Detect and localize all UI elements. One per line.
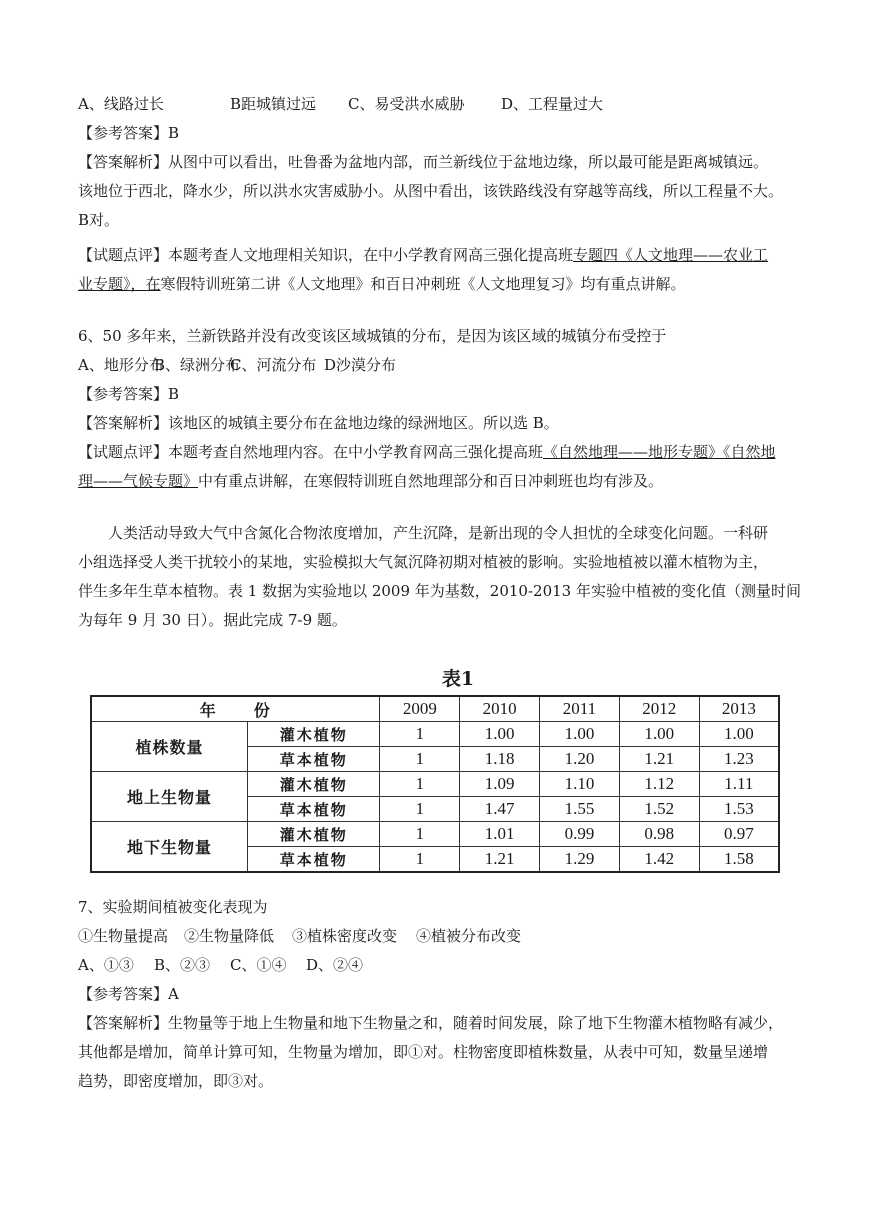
- q7-option-d: D、②④: [306, 956, 364, 974]
- q6-comment-line-2: [78, 467, 794, 496]
- q6-option-b: B、绿洲分布: [154, 356, 241, 374]
- value-cell: 0.99: [540, 822, 620, 847]
- table-header-label: 年 份: [91, 696, 380, 722]
- passage-line-3: 伴生多年生草本植物。表 1 数据为实验地以 2009 年为基数，2010-2013 年实验中植被的变化值（测量时间: [78, 582, 801, 600]
- q5-comment-line-2: [78, 270, 794, 299]
- q5-comment-course-link-1[interactable]: 专题四《人文地理——农业工: [573, 246, 769, 264]
- value-cell: 1.18: [460, 747, 540, 772]
- q5-comment-course-link-2[interactable]: 业专题》，在: [78, 275, 161, 293]
- q6-option-d: D沙漠分布: [324, 356, 397, 374]
- group-label: 植株数量: [91, 722, 247, 772]
- plant-type-label: 草本植物: [247, 797, 380, 822]
- year-cell: 2012: [619, 696, 699, 722]
- value-cell: 1: [380, 822, 460, 847]
- table-row: [91, 822, 779, 847]
- value-cell: 0.97: [699, 822, 779, 847]
- q7-statement-2: ②生物量降低: [184, 927, 275, 945]
- table-row: [91, 772, 779, 797]
- q5-options: [78, 90, 794, 119]
- q5-analysis-line-2: 该地位于西北，降水少，所以洪水灾害威胁小。从图中看出，该铁路线没有穿越等高线，所以工程量不大。: [78, 182, 784, 200]
- value-cell: 1: [380, 797, 460, 822]
- q6-option-c: C、河流分布: [230, 356, 317, 374]
- value-cell: 1.01: [460, 822, 540, 847]
- plant-type-label: 灌木植物: [247, 722, 380, 747]
- q7-statement-3: ③植株密度改变: [292, 927, 398, 945]
- q6-comment-text: 【试题点评】本题考查自然地理内容。在中小学教育网高三强化提高班: [78, 443, 544, 461]
- q6-option-a: A、地形分布: [78, 356, 164, 374]
- q7-answer: 【参考答案】A: [78, 985, 179, 1003]
- value-cell: 1.23: [699, 747, 779, 772]
- table-header-row: [91, 696, 779, 722]
- value-cell: 1.53: [699, 797, 779, 822]
- value-cell: 1.47: [460, 797, 540, 822]
- vegetation-change-table: [90, 695, 780, 873]
- q7-analysis-line-3: 趋势，即密度增加，即③对。: [78, 1072, 274, 1090]
- value-cell: 1.00: [540, 722, 620, 747]
- q7-option-b: B、②③: [154, 956, 211, 974]
- value-cell: 1.10: [540, 772, 620, 797]
- q6-answer: 【参考答案】B: [78, 385, 180, 403]
- plant-type-label: 草本植物: [247, 747, 380, 772]
- year-cell: 2009: [380, 696, 460, 722]
- q7-statement-1: ①生物量提高: [78, 927, 169, 945]
- q6-comment-line-1: [78, 438, 794, 467]
- plant-type-label: 灌木植物: [247, 772, 380, 797]
- q6-analysis: 【答案解析】该地区的城镇主要分布在盆地边缘的绿洲地区。所以选 B。: [78, 414, 559, 432]
- value-cell: 1.20: [540, 747, 620, 772]
- q7-analysis-line-1: 【答案解析】生物量等于地上生物量和地下生物量之和，随着时间发展，除了地下生物灌木植物略有减少，: [78, 1014, 784, 1032]
- q6-comment-text-end: 中有重点讲解，在寒假特训班自然地理部分和百日冲刺班也均有涉及。: [198, 472, 664, 490]
- plant-type-label: 灌木植物: [247, 822, 380, 847]
- q7-question: 7、实验期间植被变化表现为: [78, 898, 268, 916]
- q6-comment-course-link-1[interactable]: 《自然地理——地形专题》《自然地: [543, 443, 776, 461]
- year-cell: 2013: [699, 696, 779, 722]
- value-cell: 1.55: [540, 797, 620, 822]
- table-1: [90, 665, 782, 873]
- value-cell: 1.00: [460, 722, 540, 747]
- q5-analysis-line-3: B对。: [78, 211, 120, 229]
- passage-line-4: 为每年 9 月 30 日）。据此完成 7-9 题。: [78, 611, 347, 629]
- value-cell: 1.00: [619, 722, 699, 747]
- value-cell: 1: [380, 772, 460, 797]
- value-cell: 1.29: [540, 847, 620, 873]
- q5-comment-text: 【试题点评】本题考查人文地理相关知识，在中小学教育网高三强化提高班: [78, 246, 574, 264]
- value-cell: 1.09: [460, 772, 540, 797]
- table-title: 表1: [441, 668, 475, 690]
- group-label: 地下生物量: [91, 822, 247, 873]
- value-cell: 1.52: [619, 797, 699, 822]
- document-page: [78, 90, 801, 635]
- passage-line-1: 人类活动导致大气中含氮化合物浓度增加，产生沉降，是新出现的令人担忧的全球变化问题。一科研: [108, 524, 769, 542]
- q7-statements: [78, 922, 794, 951]
- passage-line-2: 小组选择受人类干扰较小的某地，实验模拟大气氮沉降初期对植被的影响。实验地植被以灌木植物为主，: [78, 553, 769, 571]
- q5-comment-line-1: [78, 241, 794, 270]
- value-cell: 1.12: [619, 772, 699, 797]
- year-cell: 2011: [540, 696, 620, 722]
- value-cell: 0.98: [619, 822, 699, 847]
- q5-option-d: D、工程量过大: [501, 95, 604, 113]
- value-cell: 1: [380, 747, 460, 772]
- q7-options: [78, 951, 794, 980]
- year-cell: 2010: [460, 696, 540, 722]
- q5-option-b: B距城镇过远: [230, 95, 317, 113]
- value-cell: 1.21: [460, 847, 540, 873]
- q5-option-c: C、易受洪水威胁: [348, 95, 465, 113]
- q5-answer: 【参考答案】B: [78, 124, 180, 142]
- value-cell: 1: [380, 722, 460, 747]
- value-cell: 1: [380, 847, 460, 873]
- q7-analysis-line-2: 其他都是增加，简单计算可知，生物量为增加，即①对。柱物密度即植株数量，从表中可知，数量呈递增: [78, 1043, 769, 1061]
- value-cell: 1.00: [699, 722, 779, 747]
- q5-option-a: A、线路过长: [78, 95, 164, 113]
- q7-option-c: C、①④: [230, 956, 287, 974]
- q6-comment-course-link-2[interactable]: 理——气候专题》: [78, 472, 199, 490]
- plant-type-label: 草本植物: [247, 847, 380, 873]
- table-row: [91, 722, 779, 747]
- value-cell: 1.58: [699, 847, 779, 873]
- q6-options: [78, 351, 794, 380]
- q6-question: 6、50 多年来，兰新铁路并没有改变该区域城镇的分布，是因为该区域的城镇分布受控于: [78, 327, 667, 345]
- group-label: 地上生物量: [91, 772, 247, 822]
- q5-comment-text-end: 寒假特训班第二讲《人文地理》和百日冲刺班《人文地理复习》均有重点讲解。: [160, 275, 686, 293]
- value-cell: 1.11: [699, 772, 779, 797]
- value-cell: 1.42: [619, 847, 699, 873]
- value-cell: 1.21: [619, 747, 699, 772]
- q7-statement-4: ④植被分布改变: [416, 927, 522, 945]
- q7-option-a: A、①③: [78, 956, 134, 974]
- q7-section: [78, 893, 794, 1096]
- q5-analysis-line-1: 【答案解析】从图中可以看出，吐鲁番为盆地内部，而兰新线位于盆地边缘，所以最可能是距离城镇远。: [78, 153, 769, 171]
